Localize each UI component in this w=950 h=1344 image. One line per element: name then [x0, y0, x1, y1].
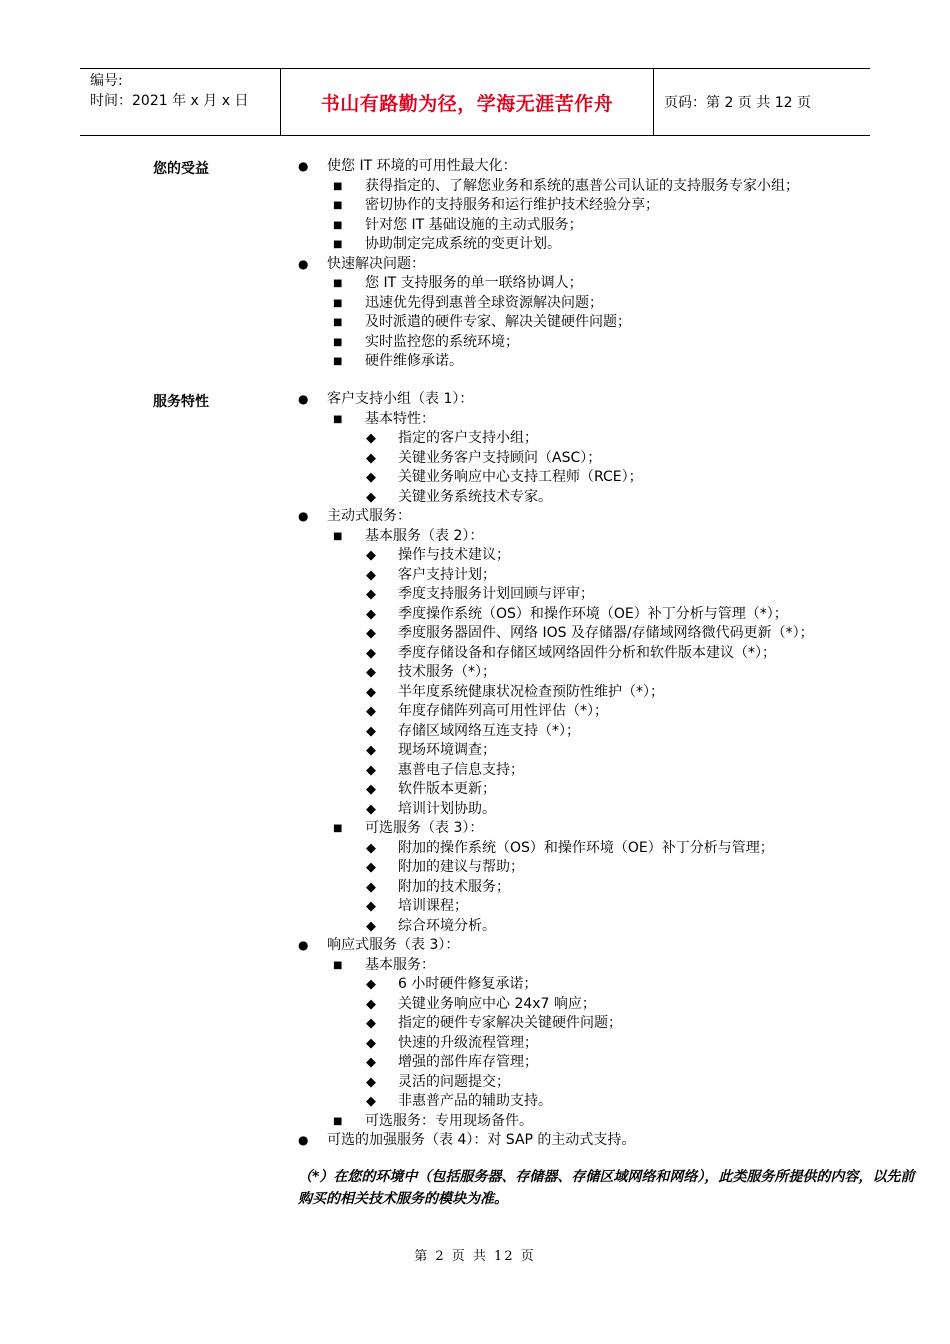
list-item [0, 800, 950, 820]
bullet-diamond-icon: ◆ [366, 1016, 376, 1031]
bullet-diamond-icon: ◆ [366, 977, 376, 992]
list-item [0, 683, 950, 703]
bullet-diamond-icon: ◆ [366, 431, 376, 446]
header-motto-cell [281, 69, 654, 135]
list-item [0, 819, 950, 839]
list-item-text: 关键业务客户支持顾问（ASC）； [398, 449, 602, 466]
bullet-square-icon: ■ [333, 413, 343, 425]
bullet-square-icon: ■ [333, 239, 343, 250]
list-item-text: 密切协作的支持服务和运行维护技术经验分享； [365, 197, 659, 213]
bullet-square-icon: ■ [333, 278, 343, 289]
list-item-text: 非惠普产品的辅助支持。 [398, 1093, 552, 1109]
list-item [0, 605, 950, 625]
header-page-cell [654, 69, 870, 135]
list-item [0, 624, 950, 644]
list-item [0, 488, 950, 508]
list-item [0, 741, 950, 761]
bullet-square-icon: ■ [333, 336, 343, 348]
list-item [0, 702, 950, 722]
bullet-diamond-icon: ◆ [366, 860, 376, 875]
bullet-diamond-icon: ◆ [366, 723, 376, 739]
list-item-text: 培训课程； [398, 898, 468, 914]
bullet-diamond-icon: ◆ [366, 704, 376, 719]
list-item [0, 936, 950, 956]
list-item [0, 585, 950, 605]
page-header [80, 68, 870, 136]
list-item [0, 429, 950, 449]
bullet-diamond-icon: ◆ [366, 626, 376, 641]
list-item [0, 390, 950, 410]
list-item [0, 780, 950, 800]
list-item [0, 410, 950, 430]
bullet-square-icon: ■ [333, 1115, 343, 1127]
bullet-diamond-icon: ◆ [366, 801, 376, 817]
list-item [0, 294, 950, 314]
list-item-text: 增强的部件库存管理； [398, 1054, 538, 1070]
bullet-diamond-icon: ◆ [366, 645, 376, 661]
list-item-text: 操作与技术建议； [398, 547, 510, 563]
list-item-text: 6 小时硬件修复承诺； [398, 976, 538, 992]
bullet-diamond-icon: ◆ [366, 606, 376, 622]
list-item-text: 指定的硬件专家解决关键硬件问题； [398, 1015, 622, 1031]
list-item-text: 附加的建议与帮助； [398, 859, 524, 875]
bullet-diamond-icon: ◆ [366, 996, 376, 1012]
document-number: 编号: [90, 73, 123, 89]
list-item [0, 177, 950, 197]
bullet-diamond-icon: ◆ [366, 840, 376, 856]
list-item [0, 255, 950, 275]
bullet-circle-icon: ● [298, 509, 309, 523]
list-item [0, 1053, 950, 1073]
header-meta [80, 69, 281, 135]
list-item-text: 可选服务：专用现场备件。 [365, 1112, 533, 1129]
bullet-circle-icon: ● [298, 392, 309, 406]
list-item [0, 761, 950, 781]
features-list [0, 390, 950, 1151]
list-item [0, 956, 950, 976]
list-item-text: 灵活的问题提交； [398, 1073, 510, 1090]
list-item-text: 响应式服务（表 3）： [327, 937, 460, 953]
list-item-text: 协助制定完成系统的变更计划。 [365, 236, 561, 252]
list-item-text: 附加的技术服务； [398, 878, 510, 895]
list-item-text: 快速解决问题： [327, 255, 425, 272]
list-item-text: 指定的客户支持小组； [398, 430, 538, 446]
motto-text: 书山有路勤为径，学海无涯苦作舟 [320, 92, 614, 115]
list-item-text: 基本服务（表 2）： [365, 527, 484, 544]
list-item-text: 现场环境调查； [398, 742, 496, 758]
list-item [0, 546, 950, 566]
list-item [0, 274, 950, 294]
bullet-diamond-icon: ◆ [366, 587, 376, 602]
bullet-diamond-icon: ◆ [366, 665, 376, 680]
bullet-circle-icon: ● [298, 256, 309, 271]
list-item [0, 722, 950, 742]
list-item-text: 基本服务： [365, 956, 435, 973]
list-item [0, 858, 950, 878]
bullet-diamond-icon: ◆ [366, 1055, 376, 1070]
list-item-text: 基本特性： [365, 410, 435, 427]
list-item-text: 可选的加强服务（表 4）：对 SAP 的主动式支持。 [327, 1132, 636, 1148]
list-item [0, 839, 950, 859]
bullet-diamond-icon: ◆ [366, 684, 376, 700]
benefits-list [0, 157, 950, 372]
bullet-square-icon: ■ [333, 530, 343, 542]
bullet-diamond-icon: ◆ [366, 782, 376, 797]
bullet-square-icon: ■ [333, 356, 343, 367]
bullet-diamond-icon: ◆ [366, 762, 376, 778]
list-item [0, 1131, 950, 1151]
list-item-text: 迅速优先得到惠普全球资源解决问题； [365, 294, 603, 311]
list-item-text: 客户支持计划； [398, 566, 496, 583]
list-item [0, 449, 950, 469]
list-item [0, 352, 950, 372]
list-item-text: 惠普电子信息支持； [398, 761, 524, 778]
list-item [0, 527, 950, 547]
list-item-text: 软件版本更新； [398, 781, 496, 797]
bullet-square-icon: ■ [333, 297, 343, 309]
list-item [0, 917, 950, 937]
bullet-square-icon: ■ [333, 959, 343, 971]
list-item [0, 235, 950, 255]
bullet-square-icon: ■ [333, 200, 343, 211]
bullet-square-icon: ■ [333, 219, 343, 231]
list-item-text: 季度存储设备和存储区域网络固件分析和软件版本建议（*）； [398, 644, 776, 661]
list-item-text: 针对您 IT 基础设施的主动式服务； [365, 216, 583, 233]
bullet-square-icon: ■ [333, 317, 343, 328]
list-item-text: 获得指定的、了解您业务和系统的惠普公司认证的支持服务专家小组； [365, 177, 799, 194]
list-item-text: 综合环境分析。 [398, 917, 496, 934]
bullet-circle-icon: ● [298, 938, 309, 952]
bullet-circle-icon: ● [298, 159, 309, 173]
bullet-diamond-icon: ◆ [366, 879, 376, 895]
list-item-text: 硬件维修承诺。 [365, 353, 463, 369]
list-item-text: 客户支持小组（表 1）： [327, 391, 474, 407]
list-item [0, 995, 950, 1015]
list-item [0, 1034, 950, 1054]
list-item-text: 培训计划协助。 [398, 800, 496, 817]
list-item [0, 897, 950, 917]
bullet-diamond-icon: ◆ [366, 548, 376, 563]
document-time: 时间：2021 年 x 月 x 日 [90, 93, 249, 109]
bullet-circle-icon: ● [298, 1133, 309, 1147]
page-info: 页码：第 2 页 共 12 页 [664, 95, 811, 111]
list-item [0, 1092, 950, 1112]
bullet-diamond-icon: ◆ [366, 1074, 376, 1090]
list-item [0, 566, 950, 586]
list-item [0, 507, 950, 527]
list-item-text: 季度操作系统（OS）和操作环境（OE）补丁分析与管理（*）； [398, 605, 788, 622]
list-item-text: 附加的操作系统（OS）和操作环境（OE）补丁分析与管理； [398, 839, 774, 856]
bullet-diamond-icon: ◆ [366, 450, 376, 466]
list-item [0, 663, 950, 683]
bullet-diamond-icon: ◆ [366, 918, 376, 934]
section-label-benefits: 您的受益 [153, 161, 209, 177]
list-item-text: 存储区域网络互连支持（*）； [398, 722, 580, 739]
list-item [0, 644, 950, 664]
list-item [0, 1014, 950, 1034]
list-item [0, 1073, 950, 1093]
list-item-text: 使您 IT 环境的可用性最大化： [327, 158, 517, 174]
page-footer: 第 2 页 共 12 页 [414, 1249, 536, 1264]
list-item-text: 半年度系统健康状况检查预防性维护（*）； [398, 683, 664, 700]
footnote: （*）在您的环境中（包括服务器、存储器、存储区域网络和网络），此类服务所提供的内容，以先前购买的相关技术服务的模块为准。 [298, 1169, 915, 1207]
list-item [0, 157, 950, 177]
bullet-diamond-icon: ◆ [366, 489, 376, 505]
list-item-text: 可选服务（表 3）： [365, 820, 484, 836]
bullet-diamond-icon: ◆ [366, 1094, 376, 1109]
list-item-text: 及时派遣的硬件专家、解决关键硬件问题； [365, 314, 631, 330]
list-item-text: 实时监控您的系统环境； [365, 333, 519, 350]
list-item-text: 快速的升级流程管理； [398, 1034, 538, 1051]
bullet-square-icon: ■ [333, 823, 343, 834]
list-item-text: 技术服务（*）； [398, 664, 496, 680]
list-item [0, 975, 950, 995]
list-item [0, 1112, 950, 1132]
bullet-diamond-icon: ◆ [366, 743, 376, 758]
section-label-features: 服务特性 [153, 394, 209, 410]
list-item [0, 313, 950, 333]
bullet-diamond-icon: ◆ [366, 899, 376, 914]
list-item [0, 196, 950, 216]
list-item [0, 878, 950, 898]
list-item-text: 关键业务响应中心支持工程师（RCE）； [398, 469, 643, 485]
list-item-text: 主动式服务： [327, 508, 411, 524]
bullet-diamond-icon: ◆ [366, 470, 376, 485]
list-item-text: 关键业务响应中心 24x7 响应； [398, 995, 596, 1012]
bullet-square-icon: ■ [333, 180, 343, 192]
list-item [0, 216, 950, 236]
list-item-text: 季度支持服务计划回顾与评审； [398, 586, 594, 602]
bullet-diamond-icon: ◆ [366, 1035, 376, 1051]
list-item-text: 季度服务器固件、网络 IOS 及存储器/存储域网络微代码更新（*）； [398, 625, 814, 641]
list-item [0, 333, 950, 353]
list-item-text: 您 IT 支持服务的单一联络协调人； [365, 275, 583, 291]
list-item-text: 年度存储阵列高可用性评估（*）； [398, 703, 608, 719]
list-item-text: 关键业务系统技术专家。 [398, 488, 552, 505]
list-item [0, 468, 950, 488]
bullet-diamond-icon: ◆ [366, 567, 376, 583]
